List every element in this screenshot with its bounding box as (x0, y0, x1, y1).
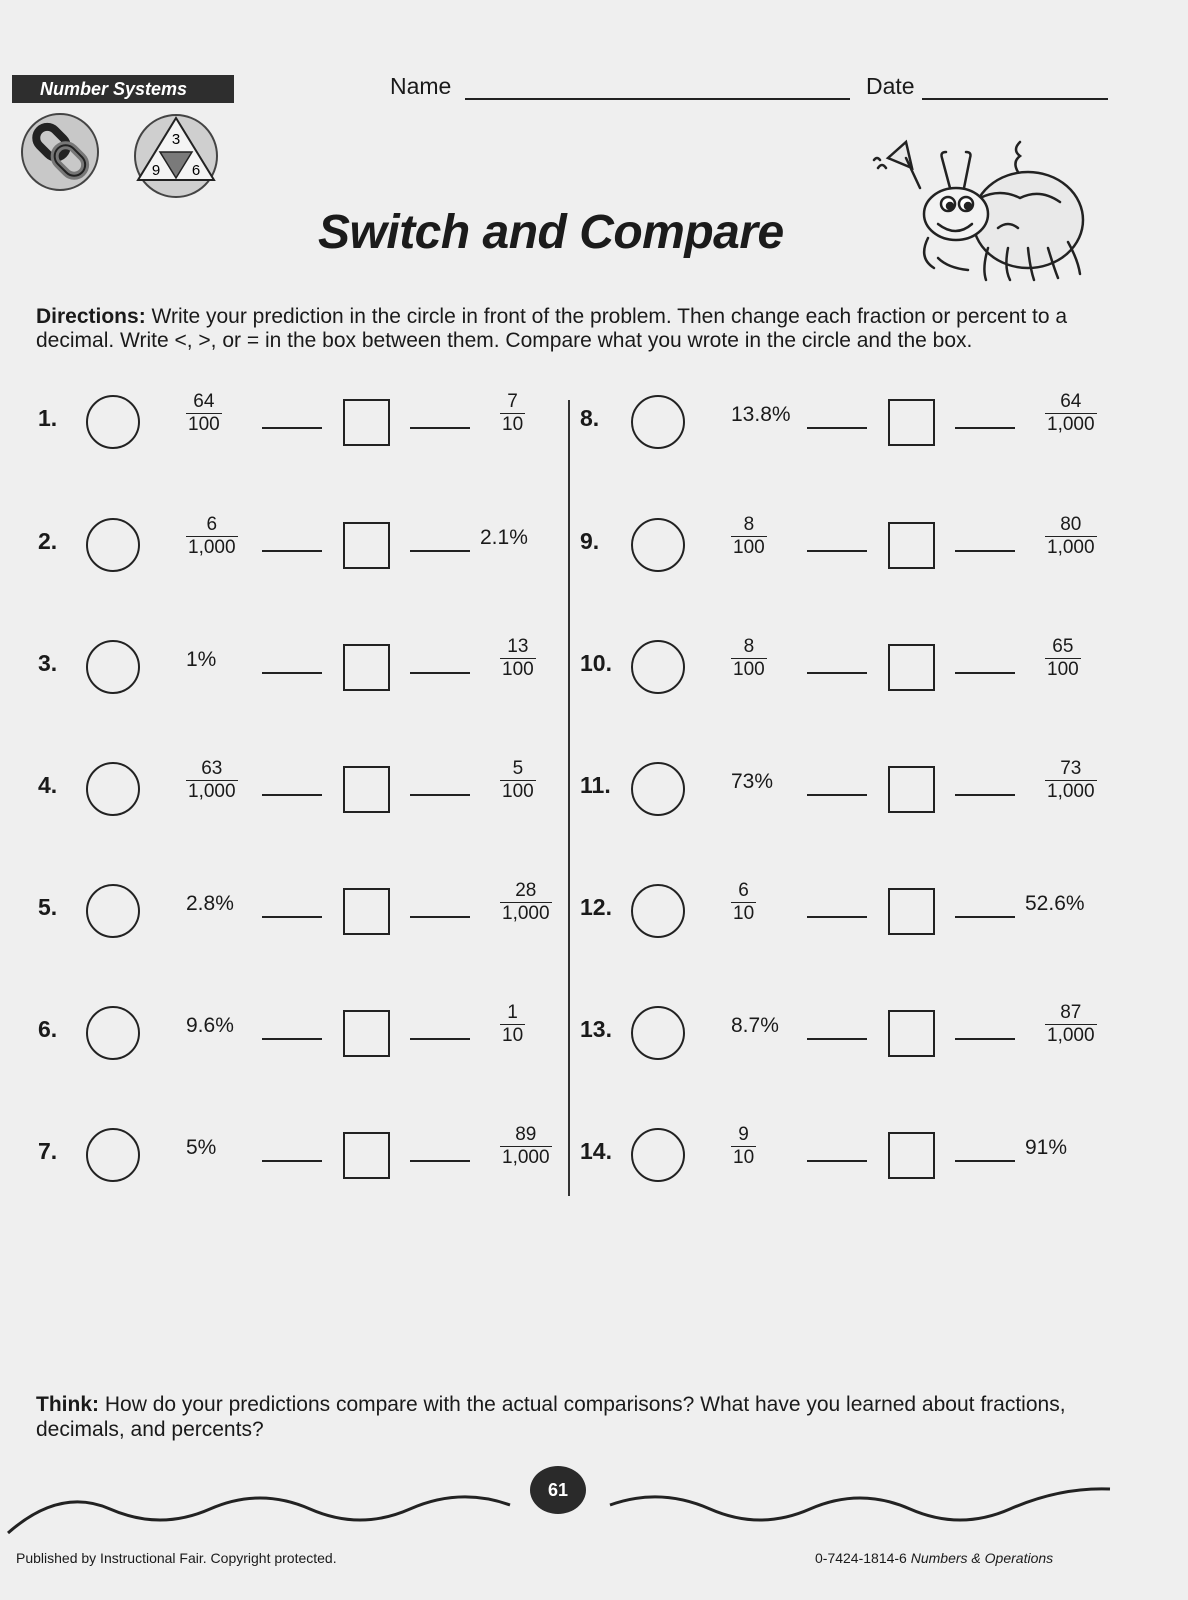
prediction-circle[interactable] (631, 395, 685, 449)
denominator: 100 (188, 414, 220, 435)
fraction (731, 880, 756, 925)
triangle-top-number: 3 (171, 131, 181, 148)
denominator: 1,000 (1047, 414, 1095, 435)
think-text (36, 1392, 1096, 1442)
fraction (500, 880, 552, 925)
percent-value: 52.6% (1025, 892, 1085, 915)
answer-blank-left[interactable] (807, 550, 867, 552)
answer-blank-left[interactable] (807, 916, 867, 918)
book-title: Numbers & Operations (910, 1550, 1054, 1566)
prediction-circle[interactable] (86, 884, 140, 938)
fraction (500, 1124, 552, 1169)
problem-number: 11. (580, 772, 611, 798)
percent-value: 73% (731, 770, 774, 793)
compare-box[interactable] (343, 399, 390, 446)
fraction (186, 758, 238, 803)
percent-value: 9.6% (186, 1014, 234, 1037)
fraction (186, 391, 222, 436)
prediction-circle[interactable] (631, 518, 685, 572)
answer-blank-left[interactable] (262, 550, 322, 552)
answer-blank-right[interactable] (410, 916, 470, 918)
answer-blank-right[interactable] (955, 672, 1015, 674)
denominator: 10 (733, 903, 755, 924)
fraction (1045, 758, 1097, 803)
denominator: 1,000 (502, 1147, 550, 1168)
denominator: 1,000 (1047, 537, 1095, 558)
problem-number: 3. (38, 650, 58, 676)
answer-blank-right[interactable] (955, 916, 1015, 918)
problem-number: 9. (580, 528, 600, 554)
compare-box[interactable] (343, 644, 390, 691)
section-badge: Number Systems (12, 75, 234, 103)
numerator: 7 (500, 391, 525, 414)
compare-box[interactable] (888, 888, 935, 935)
denominator: 10 (502, 1025, 524, 1046)
numerator: 8 (731, 636, 767, 659)
percent-value: 1% (186, 648, 217, 671)
fraction (1045, 636, 1081, 681)
denominator: 100 (733, 537, 765, 558)
answer-blank-left[interactable] (262, 916, 322, 918)
problem-number: 13. (580, 1016, 612, 1042)
answer-blank-right[interactable] (410, 1160, 470, 1162)
compare-box[interactable] (343, 888, 390, 935)
prediction-circle[interactable] (86, 1128, 140, 1182)
compare-box[interactable] (888, 1132, 935, 1179)
numerator: 89 (500, 1124, 552, 1147)
percent-value: 2.1% (480, 526, 528, 549)
compare-box[interactable] (343, 522, 390, 569)
answer-blank-left[interactable] (807, 1160, 867, 1162)
prediction-circle[interactable] (631, 1128, 685, 1182)
denominator: 1,000 (502, 903, 550, 924)
problem-number: 10. (580, 650, 612, 676)
problem-number: 14. (580, 1138, 612, 1164)
date-label: Date (866, 73, 915, 99)
book-footer (815, 1550, 1053, 1566)
denominator: 100 (733, 659, 765, 680)
denominator: 1,000 (1047, 1025, 1095, 1046)
answer-blank-left[interactable] (807, 794, 867, 796)
compare-box[interactable] (343, 1010, 390, 1057)
percent-value: 8.7% (731, 1014, 779, 1037)
copyright-footer: Published by Instructional Fair. Copyright protected. (16, 1550, 337, 1566)
page-title: Switch and Compare (318, 206, 784, 259)
directions-body: Write your prediction in the circle in front of the problem. Then change each fraction or percent to a decimal. Write <, >, or = in the box between them. Compare what you wrote in the circle and the box. (36, 305, 1068, 352)
compare-box[interactable] (343, 766, 390, 813)
column-divider (568, 400, 570, 1196)
prediction-circle[interactable] (86, 762, 140, 816)
wavy-footer-border (0, 1475, 1188, 1545)
answer-blank-right[interactable] (410, 1038, 470, 1040)
fraction (731, 636, 767, 681)
denominator: 100 (1047, 659, 1079, 680)
fraction (500, 758, 536, 803)
numerator: 13 (500, 636, 536, 659)
compare-box[interactable] (343, 1132, 390, 1179)
numerator: 6 (186, 514, 238, 537)
fraction (1045, 1002, 1097, 1047)
problem-number: 2. (38, 528, 58, 554)
denominator: 100 (502, 659, 534, 680)
answer-blank-left[interactable] (807, 1038, 867, 1040)
answer-blank-left[interactable] (262, 672, 322, 674)
answer-blank-right[interactable] (410, 427, 470, 429)
denominator: 10 (733, 1147, 755, 1168)
problem-number: 12. (580, 894, 612, 920)
numerator: 65 (1045, 636, 1081, 659)
fraction (1045, 514, 1097, 559)
answer-blank-left[interactable] (807, 427, 867, 429)
denominator: 1,000 (188, 781, 236, 802)
compare-box[interactable] (888, 399, 935, 446)
prediction-circle[interactable] (631, 884, 685, 938)
fraction (500, 636, 536, 681)
numerator: 1 (500, 1002, 525, 1025)
problem-number: 4. (38, 772, 58, 798)
fraction (500, 391, 525, 436)
fraction (186, 514, 238, 559)
denominator: 100 (502, 781, 534, 802)
answer-blank-right[interactable] (410, 550, 470, 552)
answer-blank-left[interactable] (262, 427, 322, 429)
denominator: 1,000 (1047, 781, 1095, 802)
prediction-circle[interactable] (631, 640, 685, 694)
page-number: 61 (530, 1466, 586, 1514)
denominator: 1,000 (188, 537, 236, 558)
numerator: 9 (731, 1124, 756, 1147)
percent-value: 2.8% (186, 892, 234, 915)
percent-value: 5% (186, 1136, 217, 1159)
compare-box[interactable] (888, 522, 935, 569)
numerator: 87 (1045, 1002, 1097, 1025)
numerator: 80 (1045, 514, 1097, 537)
numerator: 5 (500, 758, 536, 781)
compare-box[interactable] (888, 766, 935, 813)
answer-blank-right[interactable] (955, 794, 1015, 796)
prediction-circle[interactable] (86, 1006, 140, 1060)
answer-blank-right[interactable] (955, 550, 1015, 552)
answer-blank-right[interactable] (955, 1038, 1015, 1040)
triangle-right-number: 6 (191, 162, 201, 179)
problem-number: 6. (38, 1016, 58, 1042)
directions-label: Directions: (36, 305, 146, 328)
answer-blank-left[interactable] (807, 672, 867, 674)
name-label: Name (390, 73, 452, 99)
think-body: How do your predictions compare with the actual comparisons? What have you learned about fractions, decimals, and percents? (36, 1393, 1066, 1441)
problem-number: 7. (38, 1138, 58, 1164)
numerator: 8 (731, 514, 767, 537)
prediction-circle[interactable] (631, 1006, 685, 1060)
triangle-left-number: 9 (151, 162, 161, 179)
prediction-circle[interactable] (86, 518, 140, 572)
numerator: 73 (1045, 758, 1097, 781)
answer-blank-left[interactable] (262, 1160, 322, 1162)
problem-number: 8. (580, 405, 600, 431)
answer-blank-left[interactable] (262, 1038, 322, 1040)
fraction (731, 514, 767, 559)
percent-value: 91% (1025, 1136, 1068, 1159)
isbn: 0-7424-1814-6 (815, 1550, 907, 1566)
numerator: 63 (186, 758, 238, 781)
answer-blank-right[interactable] (410, 672, 470, 674)
prediction-circle[interactable] (86, 395, 140, 449)
problem-number: 5. (38, 894, 58, 920)
answer-blank-right[interactable] (955, 427, 1015, 429)
prediction-circle[interactable] (86, 640, 140, 694)
answer-blank-left[interactable] (262, 794, 322, 796)
answer-blank-right[interactable] (410, 794, 470, 796)
problem-number: 1. (38, 405, 58, 431)
percent-value: 13.8% (731, 403, 791, 426)
fraction (1045, 391, 1097, 436)
compare-box[interactable] (888, 1010, 935, 1057)
fraction (731, 1124, 756, 1169)
denominator: 10 (502, 414, 524, 435)
think-label: Think: (36, 1393, 99, 1416)
prediction-circle[interactable] (631, 762, 685, 816)
numerator: 64 (1045, 391, 1097, 414)
compare-box[interactable] (888, 644, 935, 691)
numerator: 6 (731, 880, 756, 903)
numerator: 64 (186, 391, 222, 414)
fraction (500, 1002, 525, 1047)
numerator: 28 (500, 880, 552, 903)
answer-blank-right[interactable] (955, 1160, 1015, 1162)
